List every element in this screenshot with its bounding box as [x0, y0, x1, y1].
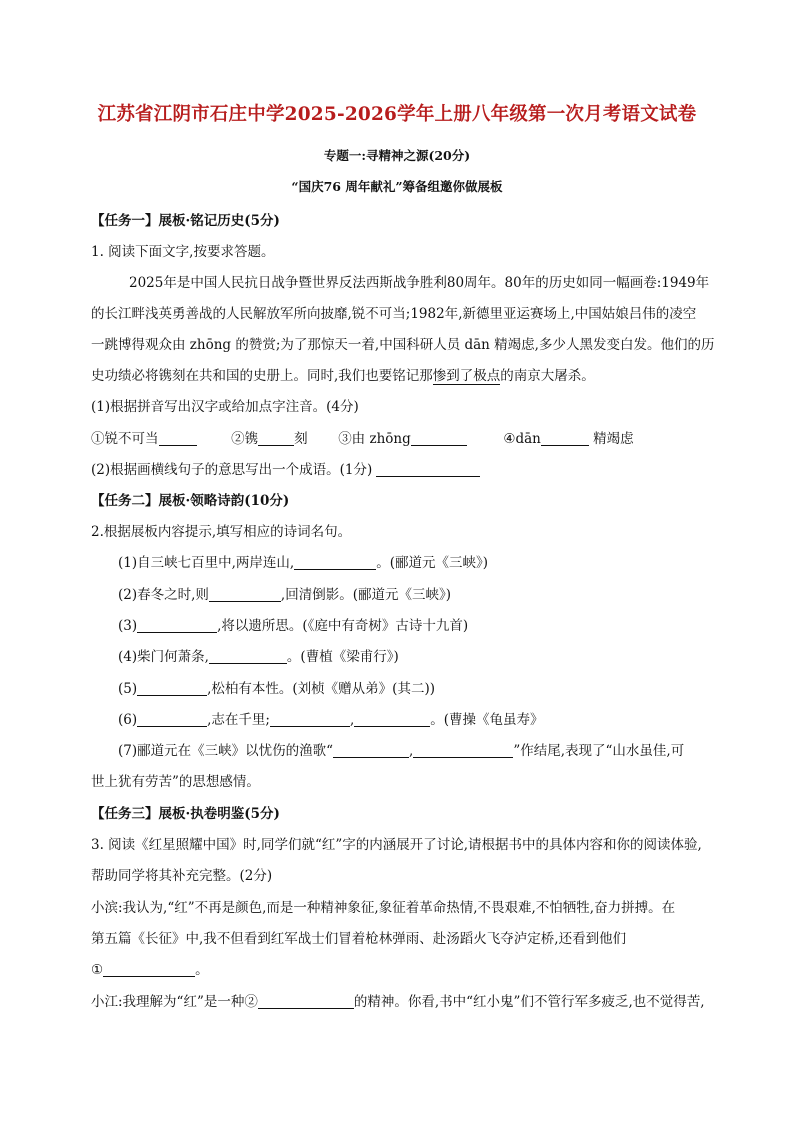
- task3-para-line: 第五篇《长征》中,我不但看到红军战士们冒着枪林弹雨、赴汤蹈火飞夺泸定桥,还看到他们: [91, 931, 627, 947]
- answer-blank[interactable]: [411, 431, 467, 446]
- exam-title: 江苏省江阴市石庄中学2025-2026学年上册八年级第一次月考语文试卷: [97, 104, 697, 125]
- answer-blank[interactable]: [413, 743, 513, 758]
- item-2: ②镌: [231, 431, 259, 447]
- answer-blank[interactable]: [258, 994, 354, 1009]
- answer-blank[interactable]: [541, 431, 589, 446]
- task2-header: 【任务二】展板·领略诗韵(10分): [91, 493, 290, 509]
- task1-question-intro: 1. 阅读下面文字,按要求答题。: [91, 244, 275, 260]
- answer-blank[interactable]: [258, 431, 294, 446]
- poem-line-7: (7)郦道元在《三峡》以忧伤的渔歌“ , ”作结尾,表现了“山水虽佳,可: [118, 743, 685, 759]
- task3-question: 3. 阅读《红星照耀中国》时,同学们就“红”字的内涵展开了讨论,请根据书中的具体内容和你的阅读体验,: [91, 837, 702, 853]
- answer-blank[interactable]: [333, 743, 409, 758]
- answer-blank[interactable]: [209, 587, 281, 602]
- answer-blank[interactable]: [137, 681, 207, 696]
- task3-question-cont: 帮助同学将其补充完整。(2分): [91, 868, 273, 884]
- underlined-phrase: 惨到了极点: [432, 368, 501, 384]
- answer-blank[interactable]: [270, 712, 350, 727]
- section-title: 专题一:寻精神之源(20分): [323, 148, 471, 163]
- answer-blank[interactable]: [159, 431, 197, 446]
- task3-header: 【任务三】展板·执卷明鉴(5分): [91, 806, 280, 822]
- theme-title: “国庆76 周年献礼”筹备组邀你做展板: [291, 179, 503, 194]
- answer-blank[interactable]: [103, 962, 195, 977]
- poem-line-4: (4)柴门何萧条, 。(曹植《梁甫行》): [118, 649, 399, 665]
- task1-paragraph-line: 2025年是中国人民抗日战争暨世界反法西斯战争胜利80周年。80年的历史如同一幅画卷:1949年: [129, 275, 710, 291]
- task1-q1: (1)根据拼音写出汉字或给加点字注音。(4分): [91, 399, 359, 415]
- answer-blank[interactable]: [137, 712, 207, 727]
- task2-question-intro: 2.根据展板内容提示,填写相应的诗词名句。: [91, 524, 352, 540]
- task1-q2: (2)根据画横线句子的意思写出一个成语。(1分): [91, 458, 480, 478]
- task1-header: 【任务一】展板·铭记历史(5分): [91, 213, 280, 229]
- answer-blank[interactable]: [376, 462, 480, 477]
- answer-blank[interactable]: [209, 649, 287, 664]
- task1-items: ①锐不可当 ②镌 刻 ③由 zhōng ④dān 精竭虑: [91, 431, 634, 447]
- poem-line-7-cont: 世上犹有劳苦”的思想感情。: [91, 774, 260, 790]
- task3-para-line: 小滨:我认为,“红”不再是颜色,而是一种精神象征,象征着革命热情,不畏艰难,不怕牺牲,奋力拼搏。在: [91, 900, 676, 916]
- item-3: ③由 zhōng: [338, 431, 411, 447]
- item-4: ④dān: [503, 431, 541, 447]
- poem-line-6: (6) ,志在千里; , 。(曹操《龟虽寿》: [118, 712, 544, 728]
- task1-paragraph-line: 史功绩必将镌刻在共和国的史册上。同时,我们也要铭记那惨到了极点的南京大屠杀。: [91, 368, 595, 384]
- poem-line-1: (1)自三峡七百里中,两岸连山, 。(郦道元《三峡》): [118, 555, 489, 571]
- answer-blank[interactable]: [294, 555, 376, 570]
- item-1: ①锐不可当: [91, 431, 159, 447]
- task1-paragraph-line: 一跳博得观众由 zhōng 的赞赏;为了那惊天一着,中国科研人员 dān 精竭虑,多少人黑发变白发。他们的历: [91, 337, 715, 353]
- poem-line-2: (2)春冬之时,则 ,回清倒影。(郦道元《三峡》): [118, 587, 451, 603]
- poem-line-5: (5) ,松柏有本性。(刘桢《赠从弟》(其二)): [118, 681, 435, 697]
- task3-para-line: 小江:我理解为“红”是一种② 的精神。你看,书中“红小鬼”们不管行军多疲乏,也不觉得苦,: [91, 994, 705, 1010]
- answer-blank[interactable]: [137, 618, 217, 633]
- task1-paragraph-line: 的长江畔浅英勇善战的人民解放军所向披靡,锐不可当;1982年,新德里亚运赛场上,中国姑娘吕伟的凌空: [91, 306, 697, 322]
- task3-para-line: ① 。: [91, 962, 209, 978]
- answer-blank[interactable]: [354, 712, 430, 727]
- poem-line-3: (3) ,将以遗所思。(《庭中有奇树》古诗十九首): [118, 618, 469, 634]
